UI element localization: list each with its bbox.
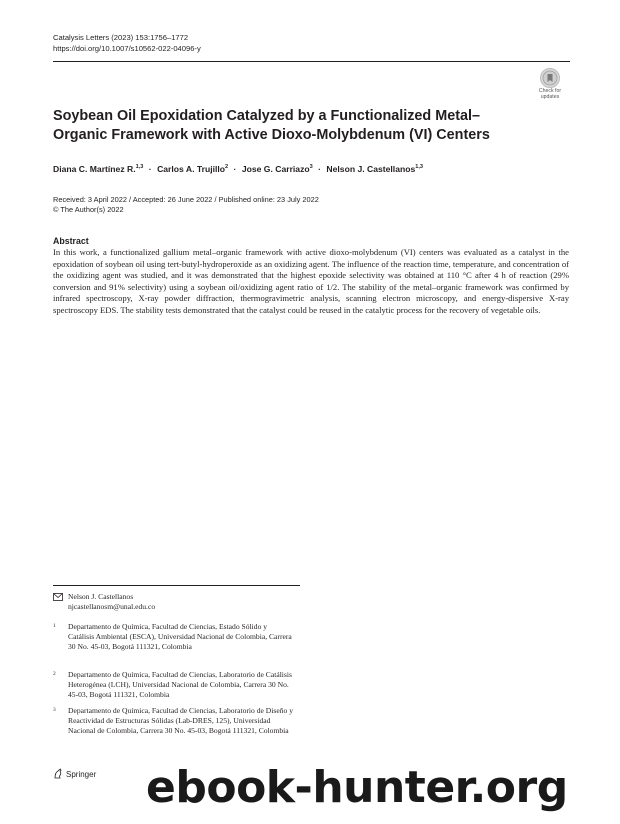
author-name[interactable]: Jose G. Carriazo bbox=[241, 164, 310, 174]
doi-link[interactable]: https://doi.org/10.1007/s10562-022-04096-y bbox=[53, 44, 201, 53]
author-separator: · bbox=[148, 164, 152, 174]
watermark: ebook-hunter.org bbox=[146, 762, 568, 813]
badge-line-2: updates bbox=[540, 93, 560, 100]
article-title: Soybean Oil Epoxidation Catalyzed by a Functionalized Metal–Organic Framework with Active Dioxo‑Molybdenum (VI) Centers bbox=[53, 108, 490, 143]
springer-horse-icon bbox=[53, 768, 63, 779]
author-name[interactable]: Carlos A. Trujillo bbox=[157, 164, 226, 174]
publisher-name: Springer bbox=[66, 770, 97, 779]
copyright-line: © The Author(s) 2022 bbox=[53, 205, 124, 214]
publisher-logo bbox=[53, 768, 96, 780]
corresponding-author-name: Nelson J. Castellanos bbox=[68, 592, 134, 601]
journal-citation: Catalysis Letters (2023) 153:1756–1772 bbox=[53, 33, 189, 42]
affiliation-number: 2 bbox=[53, 671, 56, 677]
author-affiliation-ref: 1,3 bbox=[415, 164, 424, 170]
corresponding-author-email[interactable]: njcastellanosm@unal.edu.co bbox=[68, 602, 156, 611]
author-list bbox=[53, 163, 423, 175]
author-name[interactable]: Nelson J. Castellanos bbox=[326, 164, 416, 174]
author-affiliation-ref: 2 bbox=[225, 164, 229, 170]
date-history: Received: 3 April 2022 / Accepted: 26 June 2022 / Published online: 23 July 2022 bbox=[53, 195, 319, 204]
affiliation-item bbox=[53, 622, 293, 652]
author-name[interactable]: Diana C. Martínez R. bbox=[53, 164, 136, 174]
envelope-icon bbox=[53, 593, 63, 601]
author-separator: · bbox=[318, 164, 322, 174]
affiliation-number: 3 bbox=[53, 707, 56, 713]
publication-history bbox=[53, 195, 319, 215]
author-affiliation-ref: 3 bbox=[309, 164, 313, 170]
affiliation-text: Departamento de Química, Facultad de Ciencias, Estado Sólido y Catálisis Ambiental (ESCA), Universidad Nacional de Colombia, Carrera 30 No. 45-03, Bogotá 111321, Colombia bbox=[68, 622, 292, 651]
affiliation-item bbox=[53, 706, 293, 736]
check-for-updates-badge[interactable] bbox=[533, 68, 567, 102]
affiliation-number: 1 bbox=[53, 623, 56, 629]
journal-header bbox=[53, 32, 201, 54]
abstract-heading: Abstract bbox=[53, 236, 89, 246]
badge-line-1: Check for bbox=[538, 88, 562, 94]
author-affiliation-ref: 1,3 bbox=[135, 164, 144, 170]
footnote-rule bbox=[53, 585, 300, 586]
abstract-body: In this work, a functionalized gallium metal–organic framework with active dioxo-molybdenum (VI) centers was evaluated as a catalyst in the epoxidation of soybean oil using tert-butyl-hydroperoxide as an oxidizing agent. The influence of the reaction time, temperature, and concentration of the oxidizing agent was studied, and it was demonstrated that the highest epoxide selectivity was obtained at 110 °C after 4 h of reaction (29% conversion and 91% selectivity) using a soybean oil/oxidizing agent ratio of 1/2. The stability of the metal–organic framework was confirmed by infrared spectroscopy, X-ray powder diffraction, thermogravimetric analysis, scanning electron microscopy, and energy-dispersive X-ray spectroscopy EDS. The stability tests demonstrated that the catalyst could be reused in the catalytic process for the recovery of vegetable oils. bbox=[53, 247, 569, 315]
affiliation-item bbox=[53, 670, 293, 700]
header-rule bbox=[53, 61, 570, 62]
affiliation-text: Departamento de Química, Facultad de Ciencias, Laboratorio de Diseño y Reactividad de Estructuras Sólidas (Lab-DRES, 125), Universidad Nacional de Colombia, Carrera 30 No. 45-03, Bogotá 111321, Colombia bbox=[68, 706, 293, 735]
bookmark-icon bbox=[540, 68, 560, 88]
correspondence bbox=[53, 592, 303, 612]
affiliation-text: Departamento de Química, Facultad de Ciencias, Laboratorio de Catálisis Heterogénea (LCH), Universidad Nacional de Colombia, Carrera 30 No. 45-03, Bogotá 111321, Colombia bbox=[68, 670, 292, 699]
author-separator: · bbox=[233, 164, 237, 174]
